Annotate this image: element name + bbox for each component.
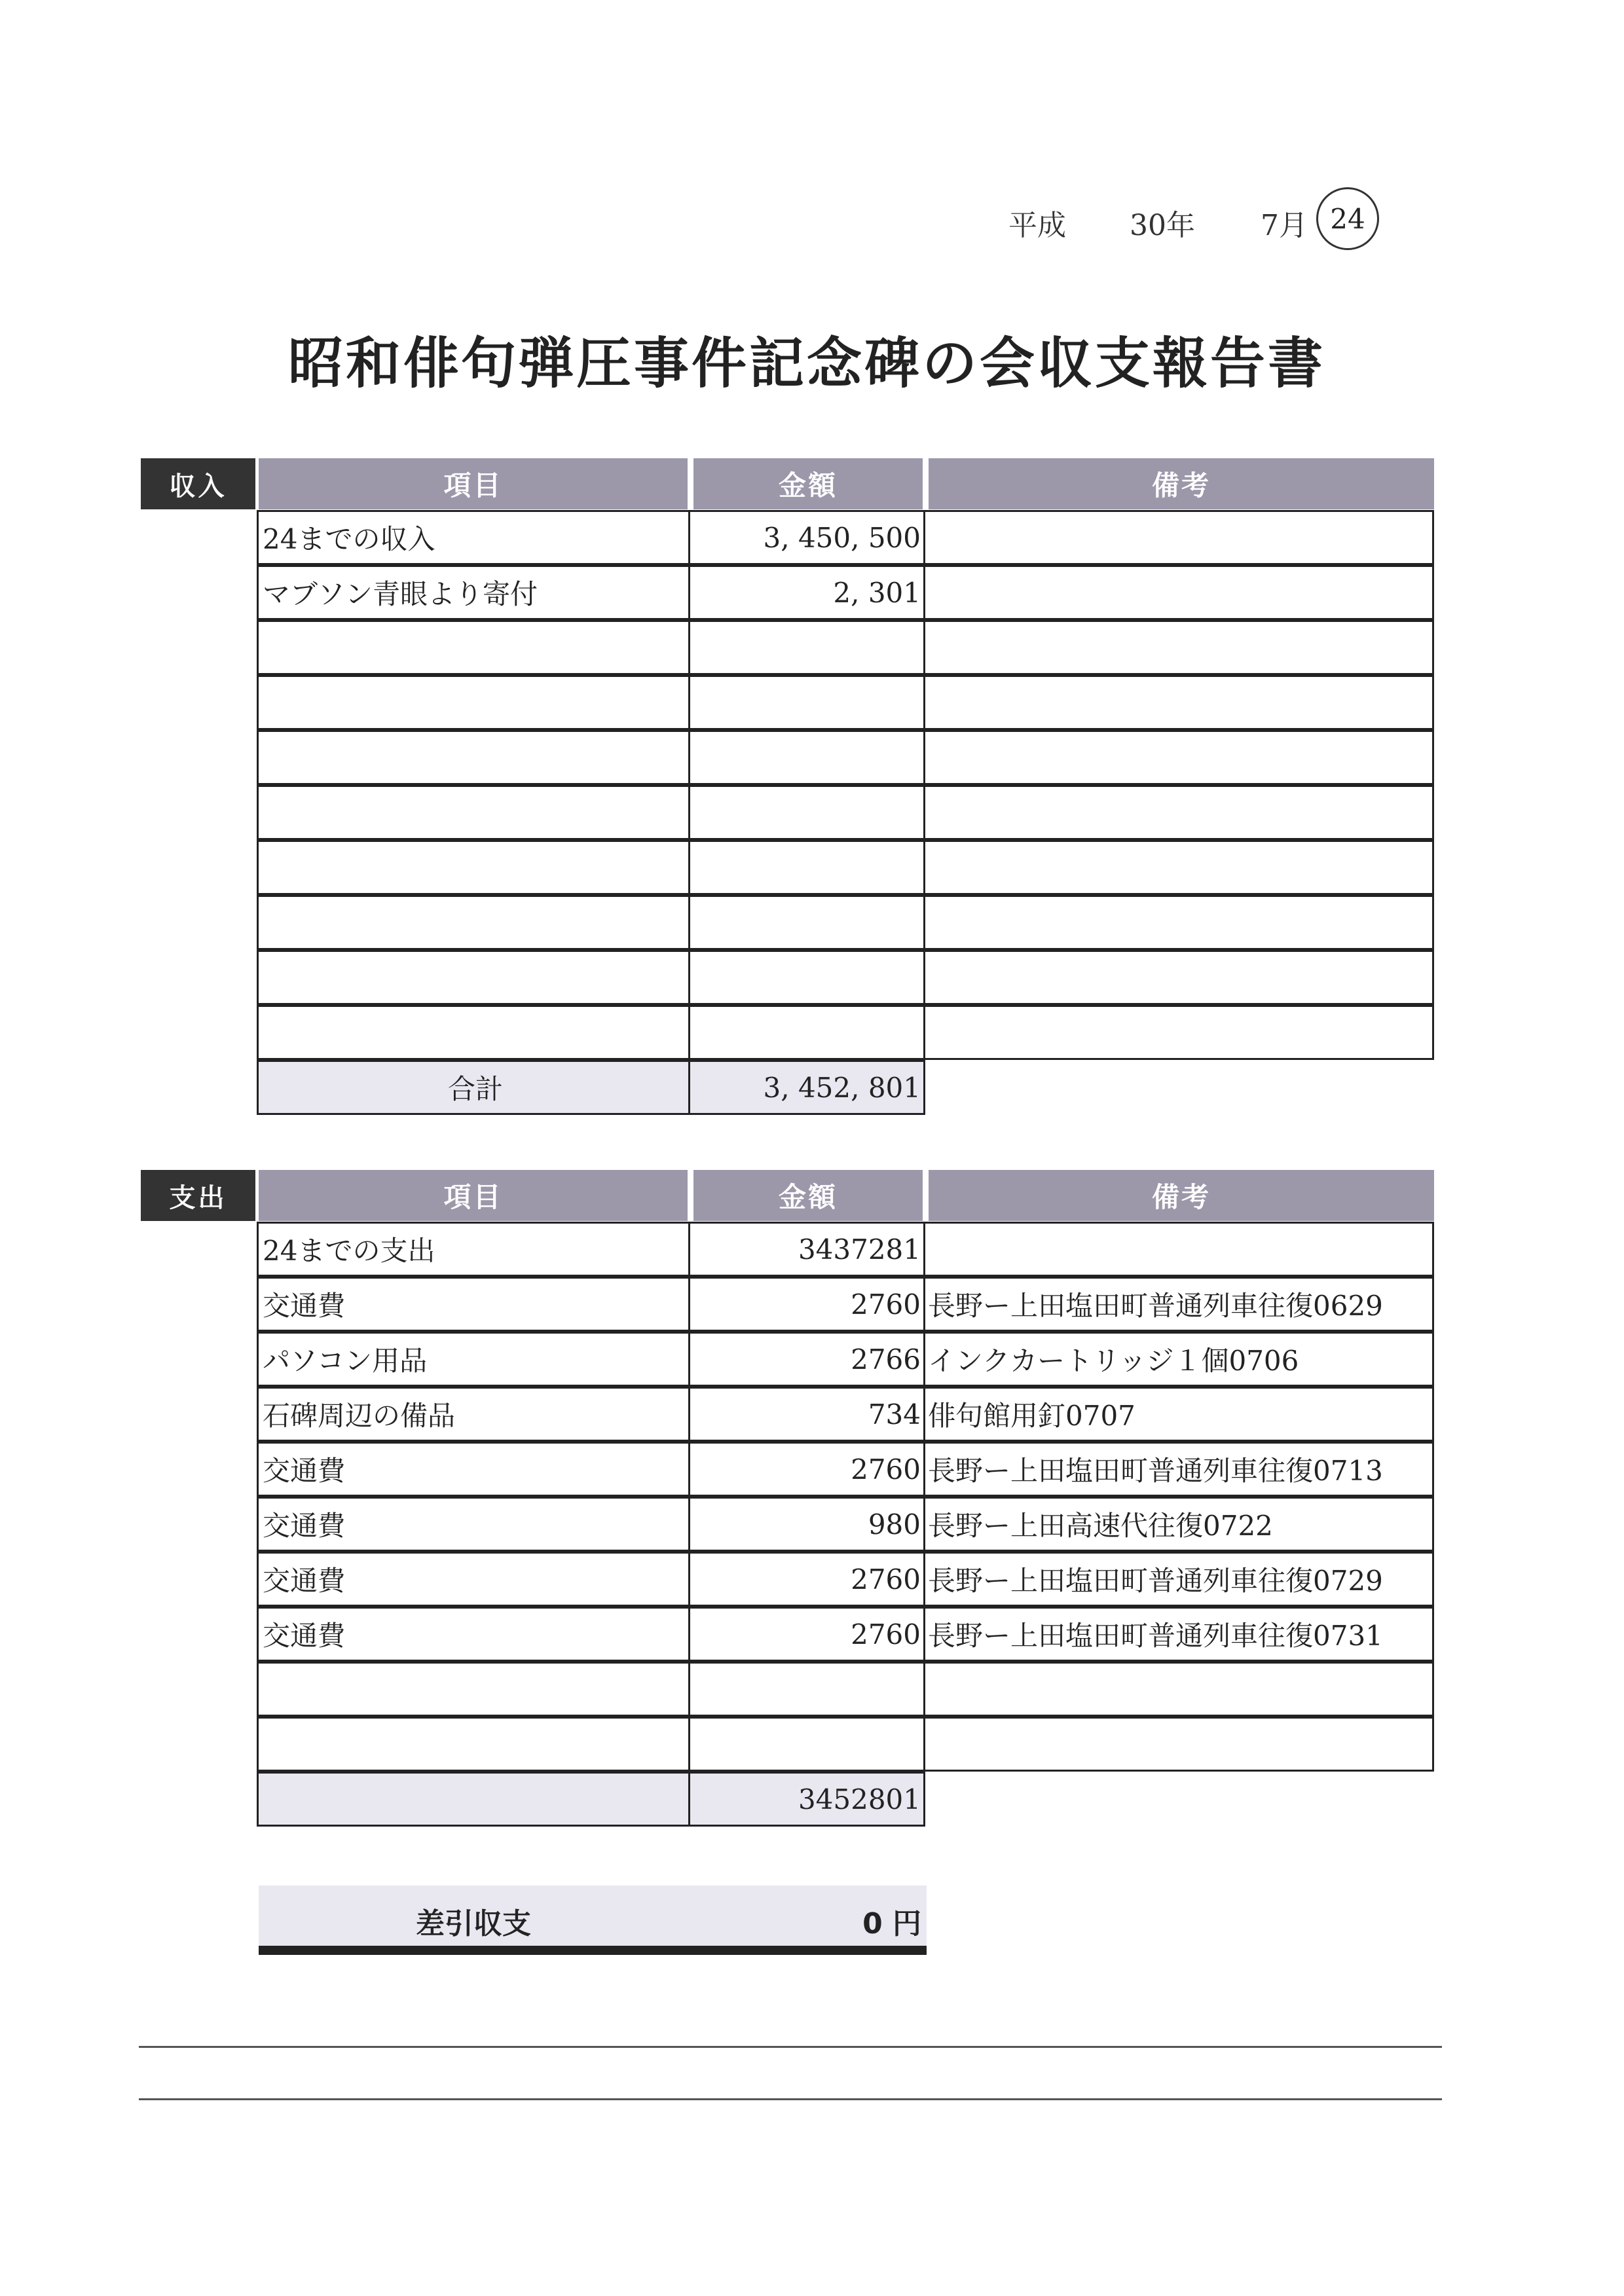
cell-item <box>257 950 690 1005</box>
date-day-circled: 24 <box>1316 187 1379 250</box>
table-row <box>259 1389 1434 1444</box>
cell-note: インクカートリッジ１個0706 <box>923 1332 1434 1387</box>
table-row <box>259 677 1434 732</box>
net-balance-label: 差引収支 <box>416 1907 531 1941</box>
total-row <box>259 1774 1434 1829</box>
cell-item <box>257 1717 690 1772</box>
cell-item <box>257 1662 690 1717</box>
table-row <box>259 1444 1434 1499</box>
cell-note: 長野ー上田塩田町普通列車往復0629 <box>923 1277 1434 1332</box>
cell-note <box>923 895 1434 950</box>
table-row <box>259 1499 1434 1554</box>
cell-item: 24までの収入 <box>257 510 690 565</box>
income-header-amount: 金額 <box>693 458 923 509</box>
total-amount: 3452801 <box>688 1772 925 1827</box>
cell-amount: 2760 <box>688 1277 925 1332</box>
page-title: 昭和俳句弾圧事件記念碑の会収支報告書 <box>288 331 1326 395</box>
cell-amount <box>688 950 925 1005</box>
cell-note <box>923 950 1434 1005</box>
table-row <box>259 1007 1434 1062</box>
report-date <box>1008 202 1467 247</box>
cell-item: マブソン青眼より寄付 <box>257 565 690 620</box>
cell-note: 長野ー上田塩田町普通列車往復0731 <box>923 1607 1434 1662</box>
cell-amount: 2766 <box>688 1332 925 1387</box>
cell-item: 24までの支出 <box>257 1222 690 1277</box>
cell-amount <box>688 840 925 895</box>
cell-item <box>257 1005 690 1060</box>
cell-amount: 2760 <box>688 1552 925 1607</box>
cell-item: 交通費 <box>257 1552 690 1607</box>
table-row <box>259 842 1434 897</box>
cell-amount: 2, 301 <box>688 565 925 620</box>
table-row <box>259 1664 1434 1719</box>
cell-amount: 2760 <box>688 1442 925 1497</box>
cell-note <box>923 675 1434 730</box>
cell-item <box>257 675 690 730</box>
cell-note <box>923 620 1434 675</box>
table-row <box>259 952 1434 1007</box>
cell-item: 交通費 <box>257 1497 690 1552</box>
cell-item: 石碑周辺の備品 <box>257 1387 690 1442</box>
cell-note <box>923 840 1434 895</box>
income-header-item: 項目 <box>259 458 688 509</box>
income-label: 収入 <box>141 458 255 509</box>
table-row <box>259 787 1434 842</box>
table-row <box>259 622 1434 677</box>
table-row <box>259 897 1434 952</box>
cell-item <box>257 785 690 840</box>
footer-rule-2 <box>139 2098 1442 2100</box>
cell-note <box>923 1662 1434 1717</box>
footer-rule-1 <box>139 2046 1442 2048</box>
cell-amount <box>688 1717 925 1772</box>
cell-item <box>257 895 690 950</box>
cell-note: 俳句館用釘0707 <box>923 1387 1434 1442</box>
cell-note <box>923 730 1434 785</box>
expense-label: 支出 <box>141 1170 255 1221</box>
cell-item <box>257 620 690 675</box>
cell-note <box>923 1222 1434 1277</box>
total-row <box>259 1062 1434 1117</box>
cell-note <box>923 785 1434 840</box>
cell-amount: 980 <box>688 1497 925 1552</box>
cell-amount <box>688 895 925 950</box>
cell-amount: 734 <box>688 1387 925 1442</box>
net-balance-amount: 0 円 <box>862 1907 921 1941</box>
total-label: 合計 <box>257 1060 690 1115</box>
cell-amount <box>688 1005 925 1060</box>
date-era: 平成 <box>1008 209 1066 242</box>
cell-note <box>923 1717 1434 1772</box>
expense-header-item: 項目 <box>259 1170 688 1221</box>
table-row <box>259 1224 1434 1279</box>
cell-item <box>257 840 690 895</box>
cell-item <box>257 730 690 785</box>
table-row <box>259 567 1434 622</box>
total-label <box>257 1772 690 1827</box>
cell-item: 交通費 <box>257 1277 690 1332</box>
table-row <box>259 512 1434 567</box>
cell-amount: 2760 <box>688 1607 925 1662</box>
cell-amount: 3, 450, 500 <box>688 510 925 565</box>
date-month: 7月 <box>1261 209 1308 242</box>
date-year: 30年 <box>1130 209 1195 242</box>
expense-table <box>259 1170 1437 1825</box>
cell-item: 交通費 <box>257 1442 690 1497</box>
cell-amount: 3437281 <box>688 1222 925 1277</box>
table-row <box>259 1279 1434 1334</box>
cell-note <box>923 1005 1434 1060</box>
cell-note <box>923 565 1434 620</box>
table-row <box>259 1554 1434 1609</box>
income-header-note: 備考 <box>929 458 1434 509</box>
cell-note <box>923 510 1434 565</box>
cell-note: 長野ー上田塩田町普通列車往復0729 <box>923 1552 1434 1607</box>
cell-amount <box>688 675 925 730</box>
table-row <box>259 1719 1434 1774</box>
cell-amount <box>688 1662 925 1717</box>
cell-amount <box>688 730 925 785</box>
total-amount: 3, 452, 801 <box>688 1060 925 1115</box>
expense-header-note: 備考 <box>929 1170 1434 1221</box>
net-balance <box>259 1886 927 1955</box>
income-table <box>259 458 1437 1113</box>
cell-item: パソコン用品 <box>257 1332 690 1387</box>
expense-header-amount: 金額 <box>693 1170 923 1221</box>
cell-amount <box>688 785 925 840</box>
cell-note: 長野ー上田高速代往復0722 <box>923 1497 1434 1552</box>
table-row <box>259 732 1434 787</box>
cell-amount <box>688 620 925 675</box>
table-row <box>259 1334 1434 1389</box>
cell-item: 交通費 <box>257 1607 690 1662</box>
cell-note: 長野ー上田塩田町普通列車往復0713 <box>923 1442 1434 1497</box>
table-row <box>259 1609 1434 1664</box>
